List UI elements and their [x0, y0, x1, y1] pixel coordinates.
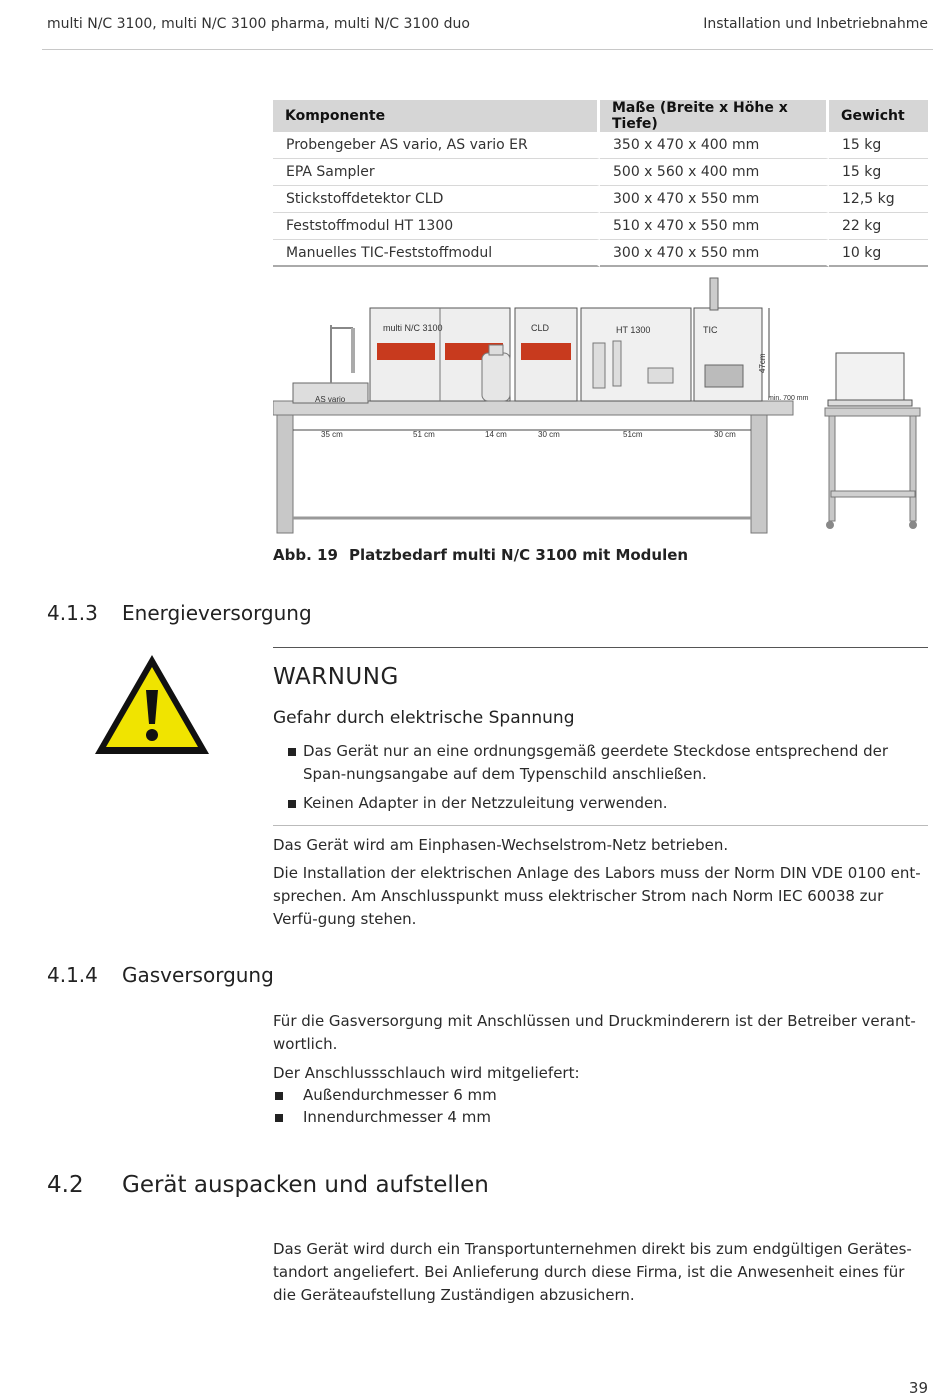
bullet-text: Innendurchmesser 4 mm	[303, 1108, 491, 1126]
energy-paragraph: Die Installation der elektrischen Anlage des Labors muss der Norm DIN VDE 0100 ent-sprechen. Am Anschlusspunkt muss elektrischer Strom nach Norm IEC 60038 zur Verfü-gung stehen.	[273, 864, 921, 928]
table-header-cell: Gewicht	[829, 100, 928, 132]
gas-bullet	[273, 1106, 925, 1129]
figure-caption	[273, 546, 688, 564]
table-header-cell: Maße (Breite x Höhe x Tiefe)	[600, 100, 829, 132]
table-cell: 12,5 kg	[829, 186, 928, 213]
table-cell: Stickstoffdetektor CLD	[273, 186, 600, 213]
bullet-square-icon	[288, 800, 296, 808]
section-number: 4.1.3	[47, 601, 98, 625]
section-number: 4.2	[47, 1172, 84, 1198]
table-cell: 10 kg	[829, 240, 928, 267]
table-cell: 15 kg	[829, 159, 928, 186]
bullet-square-icon	[275, 1092, 283, 1100]
table-row	[273, 159, 928, 186]
multi-label: multi N/C 3100	[383, 323, 443, 333]
table-cell: 300 x 470 x 550 mm	[600, 240, 829, 267]
energy-paragraph: Das Gerät wird am Einphasen-Wechselstrom-Netz betrieben.	[273, 836, 729, 854]
space-requirement-figure	[273, 273, 928, 535]
table-cell: 350 x 470 x 400 mm	[600, 132, 829, 159]
table-cell: 22 kg	[829, 213, 928, 240]
caption-number: Abb. 19	[273, 546, 338, 564]
dim-label: 30 cm	[714, 430, 736, 439]
components-table	[273, 100, 928, 267]
bullet-text: Das Gerät nur an eine ordnungsgemäß geerdete Steckdose entsprechend der Span-nungsangabe auf dem Typenschild anschließen.	[303, 742, 889, 783]
section-title: Gerät auspacken und aufstellen	[122, 1172, 489, 1198]
warning-bottom-rule	[273, 825, 928, 826]
ht-label: HT 1300	[616, 325, 651, 335]
header-divider	[42, 49, 933, 50]
caption-text: Platzbedarf multi N/C 3100 mit Modulen	[349, 546, 689, 564]
table-cell: Feststoffmodul HT 1300	[273, 213, 600, 240]
page-number: 39	[908, 1379, 928, 1397]
dim-label: 51cm	[623, 430, 643, 439]
section-title: Energieversorgung	[122, 601, 312, 625]
table-row	[273, 213, 928, 240]
dim-label: 35 cm	[321, 430, 343, 439]
table-cell: Probengeber AS vario, AS vario ER	[273, 132, 600, 159]
section-heading-42	[47, 1172, 489, 1198]
table-header-cell: Komponente	[273, 100, 600, 132]
table-row	[273, 240, 928, 267]
gas-paragraph: Der Anschlussschlauch wird mitgeliefert:	[273, 1064, 580, 1082]
section-heading-414	[47, 963, 274, 987]
cld-label: CLD	[531, 323, 550, 333]
warning-triangle-icon	[92, 652, 212, 758]
min-label: min. 700 mm	[768, 395, 809, 402]
table-cell: 300 x 470 x 550 mm	[600, 186, 829, 213]
header-right: Installation und Inbetriebnahme	[703, 16, 928, 32]
unpack-paragraph: Das Gerät wird durch ein Transportunternehmen direkt bis zum endgültigen Gerätes-tandort angeliefert. Bei Anlieferung durch diese Firma, ist die Anwesenheit eines für die Geräteaufstellung Zuständigen abzusichern.	[273, 1240, 912, 1304]
dim-label: 30 cm	[538, 430, 560, 439]
asvario-label: AS vario	[315, 395, 346, 404]
header-left: multi N/C 3100, multi N/C 3100 pharma, multi N/C 3100 duo	[47, 16, 470, 32]
bullet-square-icon	[275, 1114, 283, 1122]
bullet-square-icon	[288, 748, 296, 756]
table-row	[273, 186, 928, 213]
warning-bullet	[273, 792, 925, 815]
height-label: 47cm	[758, 353, 767, 373]
warning-title: WARNUNG	[273, 664, 399, 690]
table-cell: 510 x 470 x 550 mm	[600, 213, 829, 240]
warning-bullet	[273, 740, 925, 786]
table-row	[273, 132, 928, 159]
dim-label: 14 cm	[485, 430, 507, 439]
tic-label: TIC	[703, 325, 718, 335]
bullet-text: Keinen Adapter in der Netzzuleitung verwenden.	[303, 794, 668, 812]
table-header-row	[273, 100, 928, 132]
gas-paragraph: Für die Gasversorgung mit Anschlüssen und Druckminderern ist der Betreiber verant-wortlich.	[273, 1012, 916, 1053]
dim-label: 51 cm	[413, 430, 435, 439]
section-title: Gasversorgung	[122, 963, 274, 987]
warning-top-rule	[273, 647, 928, 648]
table-cell: 15 kg	[829, 132, 928, 159]
section-heading-413	[47, 601, 312, 625]
bullet-text: Außendurchmesser 6 mm	[303, 1086, 497, 1104]
table-cell: Manuelles TIC-Feststoffmodul	[273, 240, 600, 267]
gas-bullet	[273, 1084, 925, 1107]
table-cell: 500 x 560 x 400 mm	[600, 159, 829, 186]
table-cell: EPA Sampler	[273, 159, 600, 186]
warning-subtitle: Gefahr durch elektrische Spannung	[273, 708, 575, 728]
section-number: 4.1.4	[47, 963, 98, 987]
